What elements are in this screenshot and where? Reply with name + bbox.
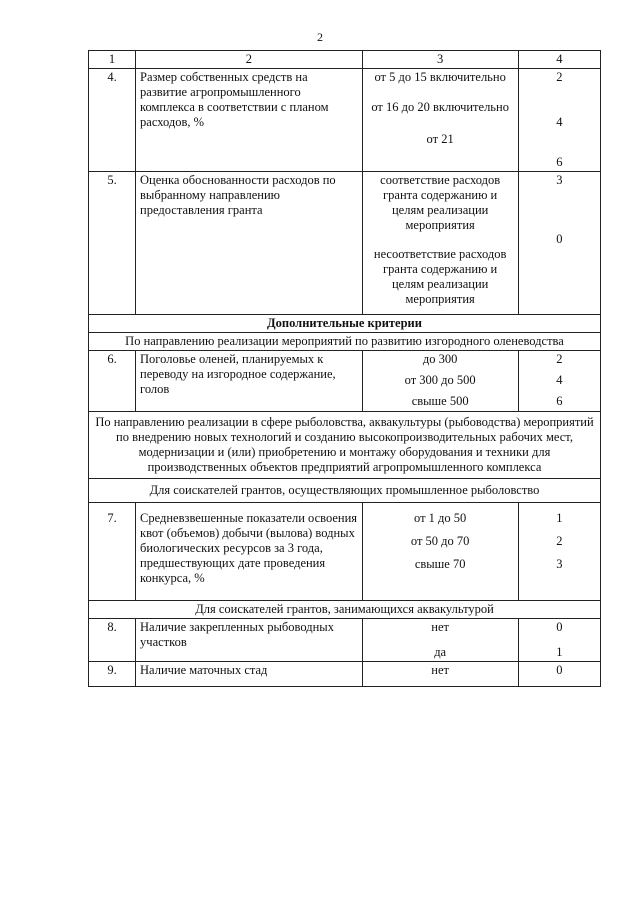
table-row <box>89 351 601 412</box>
points-value: 0 <box>556 663 563 677</box>
section-heading: Дополнительные критерии <box>89 315 601 333</box>
table-row <box>89 662 601 687</box>
section-heading-row <box>89 315 601 333</box>
points-value: 1 <box>556 511 563 525</box>
subsection-heading: По направлению реализации мероприятий по развитию изгородного оленеводства <box>89 333 601 351</box>
points-cell <box>518 662 600 687</box>
criterion-text: Наличие закрепленных рыбоводных участков <box>136 619 363 662</box>
points-value: 4 <box>556 373 563 387</box>
value-cell <box>362 662 518 687</box>
table-header-row <box>89 51 601 69</box>
header-col-3: 3 <box>362 51 518 69</box>
points-value: 0 <box>556 232 563 246</box>
row-number: 5. <box>89 172 136 315</box>
row-number: 4. <box>89 69 136 172</box>
value-option: свыше 500 <box>411 394 469 408</box>
value-option: от 5 до 15 включительно <box>374 70 506 84</box>
value-option: от 1 до 50 <box>414 511 467 525</box>
value-option: до 300 <box>422 352 458 366</box>
value-option: да <box>434 645 447 659</box>
value-option: от 300 до 500 <box>404 373 476 387</box>
subsection-heading: Для соискателей грантов, осуществляющих промышленное рыболовство <box>89 479 601 503</box>
page-number: 2 <box>317 30 323 44</box>
criterion-text: Наличие маточных стад <box>136 662 363 687</box>
row-number: 8. <box>89 619 136 662</box>
value-option: от 21 <box>426 132 454 146</box>
points-value: 6 <box>556 155 563 169</box>
value-option: от 16 до 20 включительно <box>371 100 509 114</box>
table-row <box>89 69 601 172</box>
value-cell <box>362 503 518 601</box>
value-option: соответствие расходов гранта содержанию и целям реализации мероприятия <box>380 173 501 232</box>
points-cell <box>518 503 600 601</box>
header-col-1: 1 <box>89 51 136 69</box>
points-cell <box>518 69 600 172</box>
value-cell <box>362 172 518 315</box>
criteria-table <box>88 50 601 687</box>
value-option: свыше 70 <box>414 557 466 571</box>
table-row <box>89 172 601 315</box>
points-value: 2 <box>556 70 563 84</box>
value-cell <box>362 351 518 412</box>
criterion-text: Поголовье оленей, планируемых к переводу на изгородное содержание, голов <box>136 351 363 412</box>
value-cell <box>362 69 518 172</box>
header-col-2: 2 <box>136 51 363 69</box>
subsection-row <box>89 601 601 619</box>
criterion-text: Средневзвешенные показатели освоения квот (объемов) добычи (вылова) водных биологических ресурсов за 3 года, предшествующих дате проведения конкурса, % <box>136 503 363 601</box>
row-number: 6. <box>89 351 136 412</box>
value-option: нет <box>431 663 449 677</box>
points-value: 1 <box>556 645 563 659</box>
points-value: 0 <box>556 620 563 634</box>
points-cell <box>518 619 600 662</box>
points-value: 6 <box>556 394 563 408</box>
points-value: 3 <box>556 173 563 187</box>
value-option: нет <box>431 620 449 634</box>
subsection-row <box>89 479 601 503</box>
row-number: 9. <box>89 662 136 687</box>
subsection-row <box>89 412 601 479</box>
value-option: от 50 до 70 <box>410 534 470 548</box>
subsection-row <box>89 333 601 351</box>
points-value: 2 <box>556 352 563 366</box>
table-row <box>89 619 601 662</box>
subsection-heading: Для соискателей грантов, занимающихся аквакультурой <box>89 601 601 619</box>
row-number: 7. <box>89 503 136 601</box>
header-col-4: 4 <box>518 51 600 69</box>
value-cell <box>362 619 518 662</box>
subsection-heading: По направлению реализации в сфере рыболовства, аквакультуры (рыбоводства) мероприятий по внедрению новых технологий и созданию высокопроизводительных рабочих мест, модернизации и (или) приобретению и монтажу оборудования и техники для производственных объектов предприятий агропромышленного комплекса <box>89 412 601 479</box>
table-row <box>89 503 601 601</box>
points-value: 3 <box>556 557 563 571</box>
value-option: несоответствие расходов гранта содержанию и целям реализации мероприятия <box>373 247 507 306</box>
points-value: 4 <box>556 115 563 129</box>
points-cell <box>518 172 600 315</box>
points-value: 2 <box>556 534 563 548</box>
points-cell <box>518 351 600 412</box>
criterion-text: Оценка обоснованности расходов по выбранному направлению предоставления гранта <box>136 172 363 315</box>
criterion-text: Размер собственных средств на развитие агропромышленного комплекса в соответствии с планом расходов, % <box>136 69 363 172</box>
